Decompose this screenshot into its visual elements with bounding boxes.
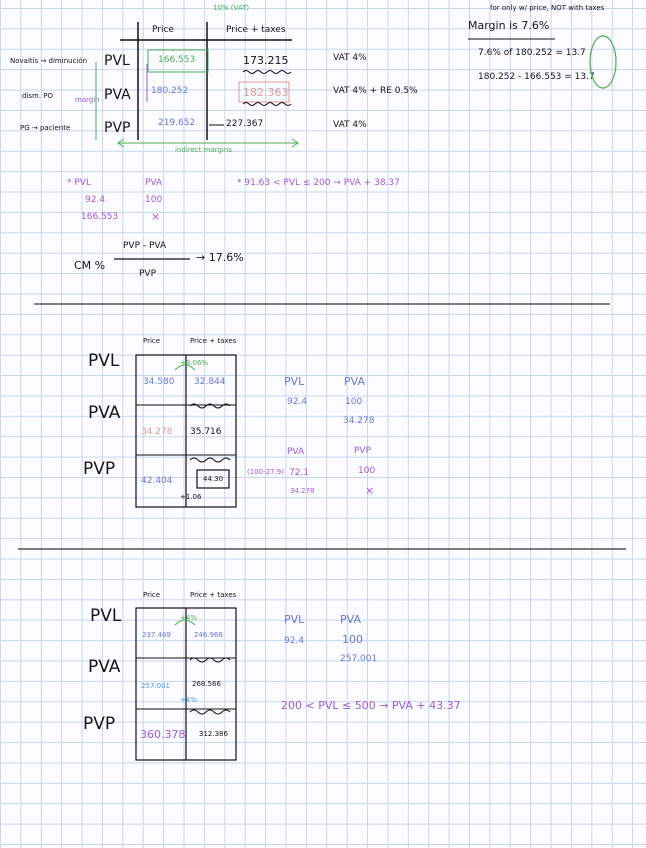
s3-header-price-taxes: Price + taxes [190,591,237,599]
vat-1: VAT 4% [333,53,367,63]
s2-ratio-val: 34.278 [343,416,375,426]
pvl-taxes: 173.215 [243,54,289,67]
row-label-pvp: PG → paciente [20,124,71,132]
s2-pvp-price: 42.404 [141,476,173,486]
s3-pva-label: PVA [88,657,121,677]
pva-col: PVA [145,178,163,188]
s2-ratio2-721: 72.1 [289,468,310,478]
s2-pva-label: PVA [88,403,121,423]
s2-pvl-price: 34.580 [143,377,175,387]
s2-pvp-label: PVP [83,459,116,479]
s2-header-price-taxes: Price + taxes [190,337,237,345]
s3-pvp-price: 360.378 [140,728,186,741]
s3-pvp-label: PVP [83,714,116,734]
top-note: for only w/ price, NOT with taxes [490,4,605,12]
header-vat-note: 10% (VAT) [213,4,250,12]
s2-note-small: +1.06 [180,493,202,501]
formula-cm: CM % [74,259,106,272]
star-pvl: * PVL [67,178,91,188]
s2-ratio2-val: 34.278 [290,487,315,495]
pvp-price: 219.652 [158,118,196,128]
s3-ratio-924: 92.4 [284,636,305,646]
formula-denominator: PVP [139,269,157,279]
vat-3: VAT 4% [333,120,367,130]
s3-mid-note: +4% [180,696,197,704]
vat-2: VAT 4% + RE 0.5% [333,86,418,96]
pva-label: PVA [104,87,131,103]
rule-1: * 91.63 < PVL ≤ 200 → PVA + 38.37 [237,178,400,188]
val-100: 100 [145,195,163,205]
s3-ratio-val: 257.001 [340,654,378,664]
val-166: 166.553 [81,212,119,222]
pva-taxes: 182.363 [243,86,289,99]
pvl-label: PVL [104,53,130,69]
s2-pvl-taxes: 32.844 [194,377,226,387]
s2-ratio-pva: PVA [344,375,365,388]
s3-arrow-note: +4% [180,614,197,622]
s2-ratio-pvl: PVL [284,375,305,388]
s2-ratio-100: 100 [345,397,363,407]
s2-ratio2-pva: PVA [287,447,305,457]
s3-ratio-pvl: PVL [284,613,305,626]
s3-pva-taxes: 268.566 [192,680,221,688]
s3-header-price: Price [143,591,161,599]
indirect-margins-label: indirect margins [175,146,232,154]
s3-ratio-pva: PVA [340,613,361,626]
s2-pva-price: 34.278 [141,427,173,437]
row-label-pvl: Novaltis → diminución [10,57,88,65]
row-label-pva: dism. PO [22,92,54,100]
s3-ratio-100: 100 [342,633,363,646]
s3-pvl-taxes: 246.968 [194,631,223,639]
margin-calc-1: 7.6% of 180.252 = 13.7 [478,48,586,58]
s2-ratio2-pvp: PVP [354,446,372,456]
margin-calc-2: 180.252 - 166.553 = 13.7 [478,72,595,82]
formula-result: → 17.6% [196,251,244,264]
s2-ratio2-x: × [365,484,375,497]
s2-ratio2-note: (100-27.9) [247,468,284,476]
pvp-label: PVP [104,120,131,136]
s2-ratio2-100: 100 [358,466,376,476]
s2-pvl-label: PVL [88,351,120,371]
s3-pvp-taxes: 312.386 [199,730,228,738]
header-price: Price [152,25,174,35]
header-price-taxes: Price + taxes [226,25,286,35]
s2-pvp-taxes: 44.30 [203,475,224,483]
pvp-taxes: 227.367 [226,119,264,129]
pvl-price: 166.553 [158,55,196,65]
margin-label: Margin is 7.6% [468,19,550,32]
s2-arrow-note: +3.06% [180,359,209,367]
formula-numerator: PVP - PVA [123,241,167,251]
margin-side-label: margin [75,96,100,104]
s3-pvl-label: PVL [90,606,122,626]
s3-rule: 200 < PVL ≤ 500 → PVA + 43.37 [281,699,461,712]
s2-ratio-924: 92.4 [287,397,308,407]
pva-price: 180.252 [151,86,189,96]
s3-pva-price: 257.001 [141,682,170,690]
s3-pvl-price: 237.469 [142,631,171,639]
s2-pva-taxes: 35.716 [190,427,222,437]
times-symbol: × [151,210,161,223]
s2-header-price: Price [143,337,161,345]
val-924: 92.4 [85,195,106,205]
